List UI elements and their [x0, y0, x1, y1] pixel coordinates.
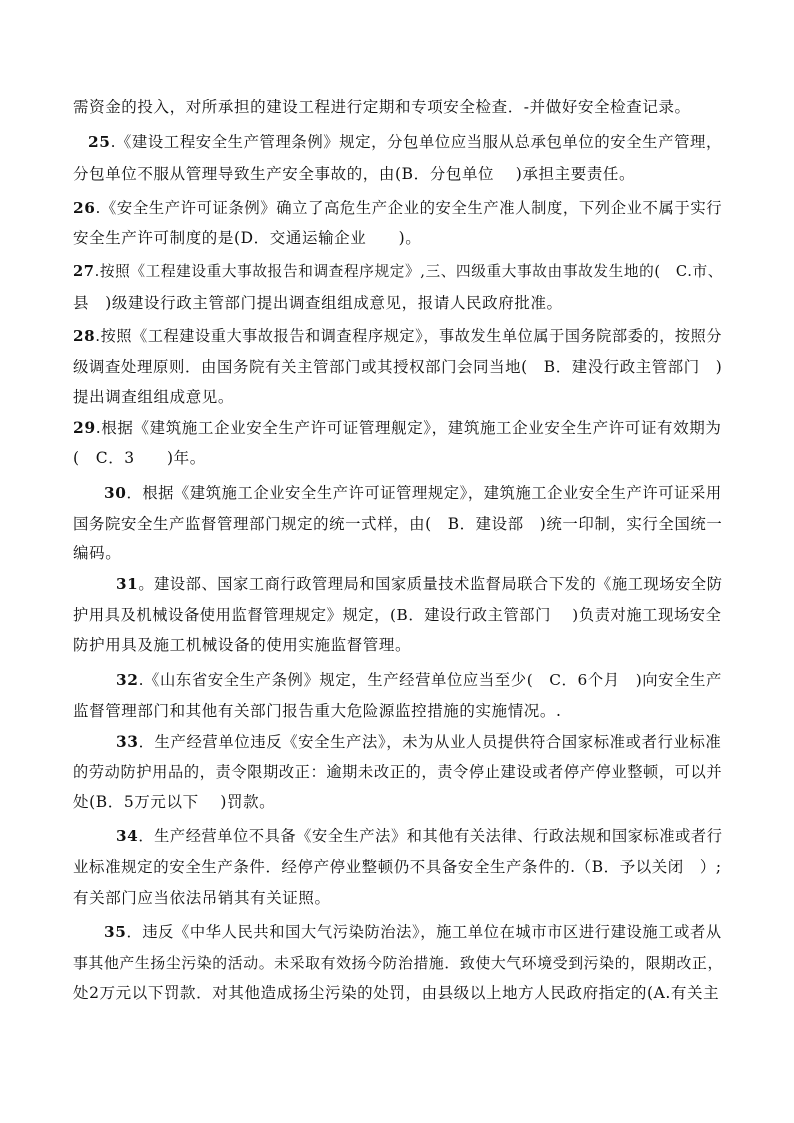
- line-text: 护用具及机械设备使用监督管理规定》规定，(B．建设行政主管部门 )负责对施工现场安全: [73, 606, 722, 624]
- text-line: [73, 514, 722, 534]
- item-number: 25: [88, 133, 111, 151]
- line-text: .《山东省安全生产条例》规定，生产经营单位应当至少( C．6个月 )向安全生产: [138, 671, 722, 689]
- line-text: 业标准规定的安全生产条件．经停产停业整顿仍不具备安全生产条件的.（B．予以关闭 ）;: [73, 858, 722, 876]
- line-text: .《安全生产许可证条例》确立了高危生产企业的安全生产准人制度，下列企业不属于实行: [95, 199, 723, 217]
- text-line: [73, 543, 121, 563]
- line-text: .按照《工程建设重大事故报告和调查程序规定》,三、四级重大事故由事故发生地的( C.市、: [94, 263, 723, 280]
- line-text: 事其他产生扬尘污染的活动。未采取有效扬今防治措施．致使大气环境受到污染的，限期改正，: [73, 954, 723, 972]
- line-text: 国务院安全生产监督管理部门规定的统一式样，由( B．建设部 )统一印制，实行全国统一: [73, 515, 723, 533]
- item-number: 28: [73, 327, 96, 345]
- line-text: ．生产经营单位不具备《安全生产法》和其他有关法律、行政法规和国家标准或者行: [138, 827, 723, 845]
- text-line: [116, 732, 721, 752]
- text-line: [73, 228, 421, 248]
- line-text: 提出调查组组成意见。: [73, 388, 235, 406]
- text-line: [73, 387, 234, 407]
- text-line: [73, 792, 275, 812]
- line-text: 监督管理部门和其他有关部门报告重大危险源监控措施的实施情况。.: [73, 702, 562, 720]
- line-text: 级调查处理原则．由国务院有关主管部门或其授权部门会同当地( B．建没行政主管部门 ): [73, 358, 723, 376]
- item-number: 27: [73, 263, 95, 280]
- text-line: [73, 164, 635, 184]
- line-text: ．生产经营单位违反《安全生产法》，未为从业人员提供符合国家标准或者行业标准: [138, 733, 722, 751]
- text-line: [104, 483, 722, 503]
- text-line: [73, 418, 721, 438]
- item-number: 33: [116, 733, 139, 751]
- text-line: [73, 701, 562, 721]
- text-line: [73, 857, 722, 877]
- text-line: [116, 826, 722, 846]
- line-text: 编码。: [73, 544, 122, 562]
- text-line: [73, 605, 722, 625]
- item-number: 30: [104, 484, 127, 502]
- line-text: 处2万元以下罚款．对其他造成扬尘污染的处罚，由县级以上地方人民政府指定的(A.有关主: [73, 984, 720, 1002]
- item-number: 35: [104, 923, 127, 941]
- line-text: 处(B．5万元以下 )罚款。: [73, 793, 276, 811]
- text-line: [73, 983, 719, 1003]
- text-line: [73, 953, 723, 973]
- line-text: .《建设工程安全生产管理条例》规定，分包单位应当服从总承包单位的安全生产管理，: [110, 133, 722, 151]
- text-line: [73, 293, 563, 313]
- text-line: [73, 357, 722, 377]
- text-line: [116, 574, 722, 594]
- line-text: 防护用具及施工机械设备的使用实施监督管理。: [73, 636, 412, 654]
- item-number: 31: [116, 575, 139, 593]
- line-text: .根据《建筑施工企业安全生产许可证管理舰定》，建筑施工企业安全生产许可证有效期为: [95, 419, 722, 437]
- text-line: [104, 922, 722, 942]
- item-number: 32: [116, 671, 139, 689]
- text-line: [73, 888, 331, 908]
- line-text: 分包单位不服从管理导致生产安全事故的，由(B．分包单位 )承担主要责任。: [73, 165, 636, 183]
- text-line: [73, 262, 723, 282]
- item-number: 26: [73, 199, 96, 217]
- item-number: 29: [73, 418, 96, 437]
- text-line: [73, 635, 411, 655]
- item-number: 34: [116, 827, 139, 845]
- line-text: .按照《工程建设重大事故报告和调查程序规定》，事故发生单位属于国务院部委的，按照分: [95, 327, 723, 345]
- line-text: 。建设部、国家工商行政管理局和国家质量技术监督局联合下发的《施工现场安全防: [138, 575, 723, 593]
- text-line: [73, 198, 722, 218]
- line-text: ．违反《中华人民共和国大气污染防治法》，施工单位在城市市区进行建设施工或者从: [126, 923, 722, 941]
- text-line: [88, 132, 722, 152]
- text-line: [73, 762, 722, 782]
- text-line: [73, 326, 722, 346]
- line-text: 需资金的投入，对所承担的建设工程进行定期和专项安全检查．-并做好安全检查记录。: [73, 98, 691, 116]
- line-text: 县 )级建设行政主管部门提出调查组组成意见，报请人民政府批准。: [73, 294, 563, 312]
- text-line: [73, 97, 691, 117]
- text-line: [73, 448, 206, 468]
- text-line: [116, 670, 722, 690]
- line-text: 安全生产许可制度的是(D．交通运输企业 )。: [73, 229, 422, 247]
- line-text: 的劳动防护用品的，责令限期改正：逾期未改正的，责令停止建设或者停产停业整顿，可以并: [73, 763, 723, 781]
- line-text: ( C．3 )年。: [73, 449, 206, 467]
- line-text: ．根据《建筑施工企业安全生产许可证管理规定》，建筑施工企业安全生产许可证采用: [126, 484, 722, 502]
- line-text: 有关部门应当依法吊销其有关证照。: [73, 889, 331, 907]
